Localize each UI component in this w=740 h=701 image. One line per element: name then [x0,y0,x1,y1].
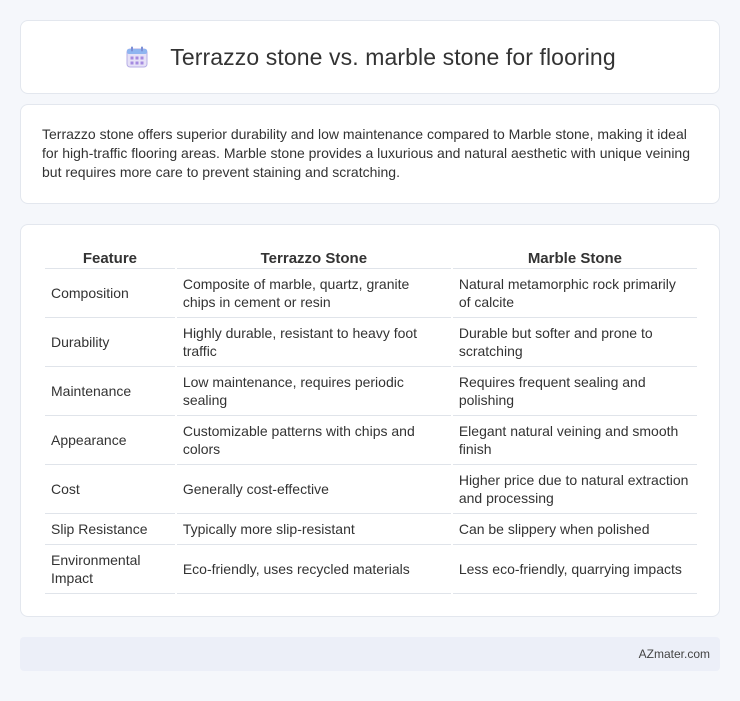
summary-text: Terrazzo stone offers superior durability and low maintenance compared to Marble stone, making it ideal for high-traffic flooring areas. Marble stone provides a luxurious and natural aesthetic with unique veining but requires more care to prevent staining and scratching. [42,126,690,180]
row-terrazzo: Customizable patterns with chips and colors [177,416,451,465]
row-terrazzo: Typically more slip-resistant [177,514,451,545]
row-marble: Natural metamorphic rock primarily of calcite [453,269,697,318]
header-marble: Marble Stone [453,243,697,269]
page-title: Terrazzo stone vs. marble stone for flooring [170,43,616,70]
row-marble: Can be slippery when polished [453,514,697,545]
row-terrazzo: Generally cost-effective [177,465,451,514]
row-marble: Elegant natural veining and smooth finish [453,416,697,465]
row-feature: Cost [45,465,175,514]
row-marble: Less eco-friendly, quarrying impacts [453,545,697,594]
row-marble: Durable but softer and prone to scratching [453,318,697,367]
header-terrazzo: Terrazzo Stone [177,243,451,269]
row-feature: Environmental Impact [45,545,175,594]
row-terrazzo: Eco-friendly, uses recycled materials [177,545,451,594]
calendar-icon [124,44,150,70]
row-marble: Higher price due to natural extraction and processing [453,465,697,514]
comparison-table [43,243,699,594]
table-row [45,269,697,318]
table-row [45,514,697,545]
row-feature: Maintenance [45,367,175,416]
table-row [45,465,697,514]
row-marble: Requires frequent sealing and polishing [453,367,697,416]
summary-card [20,104,720,204]
row-terrazzo: Highly durable, resistant to heavy foot traffic [177,318,451,367]
title-card [20,20,720,94]
row-terrazzo: Low maintenance, requires periodic sealing [177,367,451,416]
header-feature: Feature [45,243,175,269]
footer-brand: AZmater.com [638,647,710,661]
table-row [45,318,697,367]
table-row [45,545,697,594]
row-terrazzo: Composite of marble, quartz, granite chips in cement or resin [177,269,451,318]
comparison-table-card [20,224,720,617]
table-header-row [45,243,697,269]
table-row [45,367,697,416]
row-feature: Slip Resistance [45,514,175,545]
footer [20,637,720,671]
row-feature: Composition [45,269,175,318]
table-row [45,416,697,465]
row-feature: Durability [45,318,175,367]
row-feature: Appearance [45,416,175,465]
